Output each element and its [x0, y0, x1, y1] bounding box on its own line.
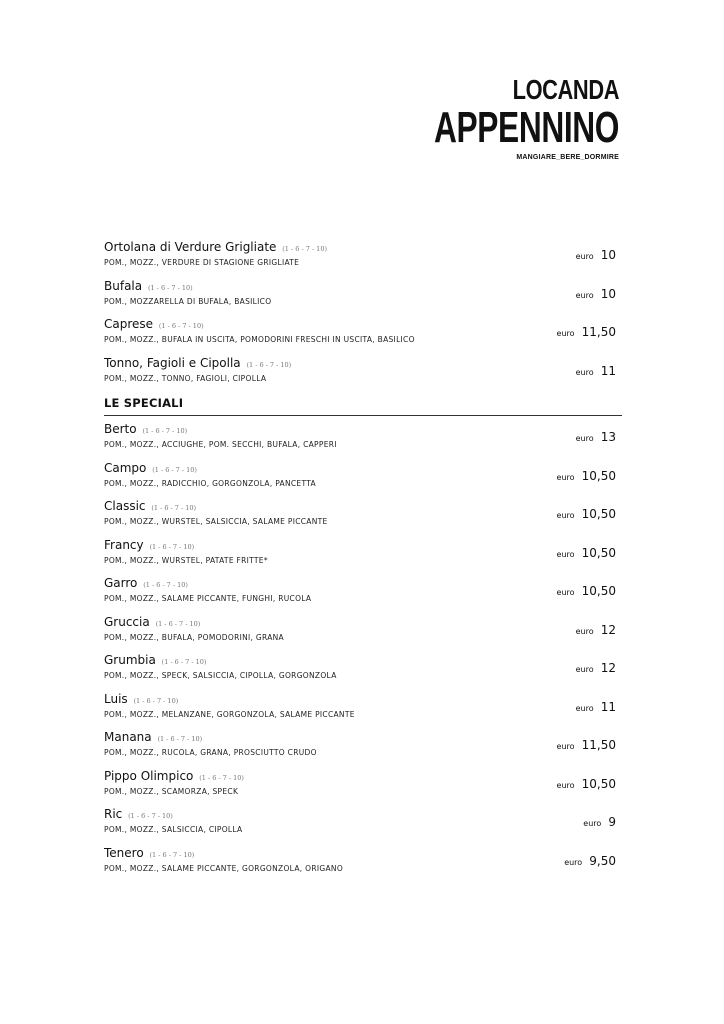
menu-item-description: POM., MOZZ., VERDURE DI STAGIONE GRIGLIATE [104, 258, 300, 267]
menu-item-price [564, 850, 616, 869]
menu-item-description: POM., MOZZ., SALAME PICCANTE, FUNGHI, RUCOLA [104, 594, 312, 603]
menu-item-allergens: (1 - 6 - 7 - 10) [158, 322, 204, 330]
price-currency: euro [556, 588, 575, 597]
menu-item [104, 538, 620, 577]
menu-item-description: POM., MOZZ., MELANZANE, GORGONZOLA, SALAME PICCANTE [104, 709, 355, 719]
menu-item-title-row [104, 356, 620, 373]
menu-item-name: Pippo Olimpico [104, 768, 194, 783]
menu-item-price [557, 321, 616, 340]
price-currency: euro [556, 511, 575, 520]
menu-item-price [576, 426, 616, 445]
price-currency: euro [575, 434, 594, 443]
menu-item-name: Ric [104, 807, 123, 821]
menu-item-name: Campo [104, 460, 147, 475]
menu-item-name: Caprese [104, 317, 154, 331]
menu-item-price [576, 360, 616, 379]
menu-item-allergens: (1 - 6 - 7 - 10) [161, 658, 207, 666]
menu-item [104, 769, 620, 808]
menu-item-title-row [104, 240, 620, 257]
logo-tagline: MANGIARE_BERE_DORMIRE [516, 154, 619, 161]
menu-item-allergens: (1 - 6 - 7 - 10) [152, 465, 197, 474]
menu-item-allergens: (1 - 6 - 7 - 10) [142, 427, 188, 435]
menu-item-allergens: (1 - 6 - 7 - 10) [128, 812, 173, 820]
menu-item-description: POM., MOZZ., TONNO, FAGIOLI, CIPOLLA [104, 373, 267, 383]
price-currency: euro [575, 290, 594, 300]
menu-item-price [557, 773, 616, 792]
menu-item-title-row [104, 653, 620, 670]
menu-item-description: POM., MOZZARELLA DI BUFALA, BASILICO [104, 296, 272, 306]
menu-item [104, 279, 620, 318]
menu-item [104, 692, 620, 731]
price-amount: 9,50 [589, 853, 616, 868]
menu-item-price [576, 657, 616, 676]
price-amount: 10,50 [581, 776, 616, 791]
menu-item-description: POM., MOZZ., ACCIUGHE, POM. SECCHI, BUFALA, CAPPERI [104, 440, 337, 449]
price-amount: 11,50 [581, 738, 616, 752]
price-currency: euro [556, 742, 575, 751]
price-currency: euro [556, 329, 575, 338]
menu-item-name: Classic [104, 499, 146, 513]
menu-item-price [557, 734, 616, 753]
price-amount: 13 [600, 430, 616, 444]
menu-item-description: POM., MOZZ., BUFALA, POMODORINI, GRANA [104, 632, 284, 642]
menu-item-title-row [104, 461, 620, 478]
menu-item-allergens: (1 - 6 - 7 - 10) [199, 773, 244, 782]
price-amount: 9 [608, 815, 616, 829]
price-amount: 10,50 [581, 468, 616, 483]
menu-item-description: POM., MOZZ., SPECK, SALSICCIA, CIPOLLA, GORGONZOLA [104, 671, 337, 680]
price-amount: 10,50 [581, 507, 616, 521]
menu-item-title-row [104, 422, 620, 439]
menu-item-name: Francy [104, 537, 144, 552]
menu-item [104, 730, 620, 769]
menu-item [104, 461, 620, 500]
menu-item-price [576, 619, 616, 638]
menu-item [104, 576, 620, 615]
logo-line-locanda: LOCANDA [512, 74, 619, 105]
price-amount: 11 [600, 363, 616, 378]
menu-item [104, 846, 620, 885]
menu-item-price [576, 696, 616, 715]
menu-item-name: Ortolana di Verdure Grigliate [104, 240, 277, 254]
menu-item-allergens: (1 - 6 - 7 - 10) [147, 283, 193, 292]
price-currency: euro [575, 703, 594, 713]
menu-item-title-row [104, 499, 620, 516]
price-currency: euro [575, 626, 594, 636]
menu-item [104, 807, 620, 846]
menu-item [104, 499, 620, 538]
menu-item-title-row [104, 317, 620, 334]
menu-item-title-row [104, 692, 620, 709]
menu-item-title-row [104, 279, 620, 296]
price-currency: euro [556, 549, 575, 559]
menu-item-allergens: (1 - 6 - 7 - 10) [246, 360, 292, 369]
menu-item-allergens: (1 - 6 - 7 - 10) [143, 581, 188, 589]
section-title-le-speciali: LE SPECIALI [104, 396, 622, 416]
menu-item-description: POM., MOZZ., SCAMORZA, SPECK [104, 786, 239, 796]
menu-item-description: POM., MOZZ., WURSTEL, SALSICCIA, SALAME PICCANTE [104, 517, 328, 526]
menu-item-title-row [104, 576, 620, 593]
price-amount: 12 [600, 622, 616, 637]
menu-item-name: Luis [104, 691, 128, 706]
price-currency: euro [575, 367, 594, 377]
price-amount: 12 [600, 661, 616, 675]
logo-line-appennino: APPENNINO [433, 103, 619, 152]
menu [104, 240, 620, 884]
price-currency: euro [556, 472, 575, 482]
menu-item-description: POM., MOZZ., SALAME PICCANTE, GORGONZOLA, ORIGANO [104, 863, 344, 873]
menu-item-name: Manana [104, 730, 152, 744]
price-amount: 10 [600, 286, 616, 301]
menu-item-price [583, 811, 616, 830]
menu-item-allergens: (1 - 6 - 7 - 10) [282, 245, 327, 253]
menu-item-price [576, 244, 616, 263]
menu-item [104, 653, 620, 692]
menu-item [104, 240, 620, 279]
menu-item [104, 615, 620, 654]
price-amount: 10,50 [581, 584, 616, 598]
menu-item-price [576, 283, 616, 302]
menu-item-name: Bufala [104, 278, 143, 293]
menu-item-title-row [104, 846, 620, 863]
price-amount: 11 [600, 699, 616, 714]
menu-items [104, 240, 620, 394]
menu-item-description: POM., MOZZ., WURSTEL, PATATE FRITTE* [104, 555, 268, 565]
menu-item-description: POM., MOZZ., BUFALA IN USCITA, POMODORINI FRESCHI IN USCITA, BASILICO [104, 335, 415, 344]
price-currency: euro [583, 819, 602, 828]
price-amount: 10 [600, 248, 616, 262]
price-currency: euro [556, 780, 575, 790]
menu-item [104, 422, 620, 461]
price-currency: euro [575, 252, 594, 261]
menu-item-allergens: (1 - 6 - 7 - 10) [155, 619, 201, 628]
price-amount: 10,50 [581, 545, 616, 560]
menu-item-description: POM., MOZZ., SALSICCIA, CIPOLLA [104, 825, 243, 834]
menu-item-allergens: (1 - 6 - 7 - 10) [149, 850, 195, 859]
price-currency: euro [575, 665, 594, 674]
menu-item-price [557, 503, 616, 522]
menu-item-allergens: (1 - 6 - 7 - 10) [151, 504, 197, 512]
menu-item-allergens: (1 - 6 - 7 - 10) [149, 542, 195, 551]
menu-item-title-row [104, 538, 620, 555]
speciali-items [104, 422, 620, 884]
menu-item-allergens: (1 - 6 - 7 - 10) [157, 735, 203, 743]
menu-item-name: Berto [104, 422, 137, 436]
menu-item-name: Gruccia [104, 614, 150, 629]
menu-item-title-row [104, 807, 620, 824]
menu-item-price [557, 580, 616, 599]
menu-item-description: POM., MOZZ., RUCOLA, GRANA, PROSCIUTTO CRUDO [104, 748, 317, 757]
menu-item-name: Tenero [104, 845, 144, 860]
menu-item-title-row [104, 615, 620, 632]
logo [362, 74, 619, 163]
menu-item-allergens: (1 - 6 - 7 - 10) [133, 696, 179, 705]
menu-item-name: Grumbia [104, 653, 156, 667]
menu-item-description: POM., MOZZ., RADICCHIO, GORGONZOLA, PANCETTA [104, 478, 316, 488]
price-currency: euro [564, 857, 583, 867]
menu-item-title-row [104, 730, 620, 747]
menu-item-name: Tonno, Fagioli e Cipolla [104, 355, 241, 370]
menu-item [104, 356, 620, 395]
menu-item-title-row [104, 769, 620, 786]
menu-item-name: Garro [104, 576, 138, 590]
menu-item-price [557, 542, 616, 561]
price-amount: 11,50 [581, 325, 616, 339]
menu-item [104, 317, 620, 356]
menu-item-price [557, 465, 616, 484]
